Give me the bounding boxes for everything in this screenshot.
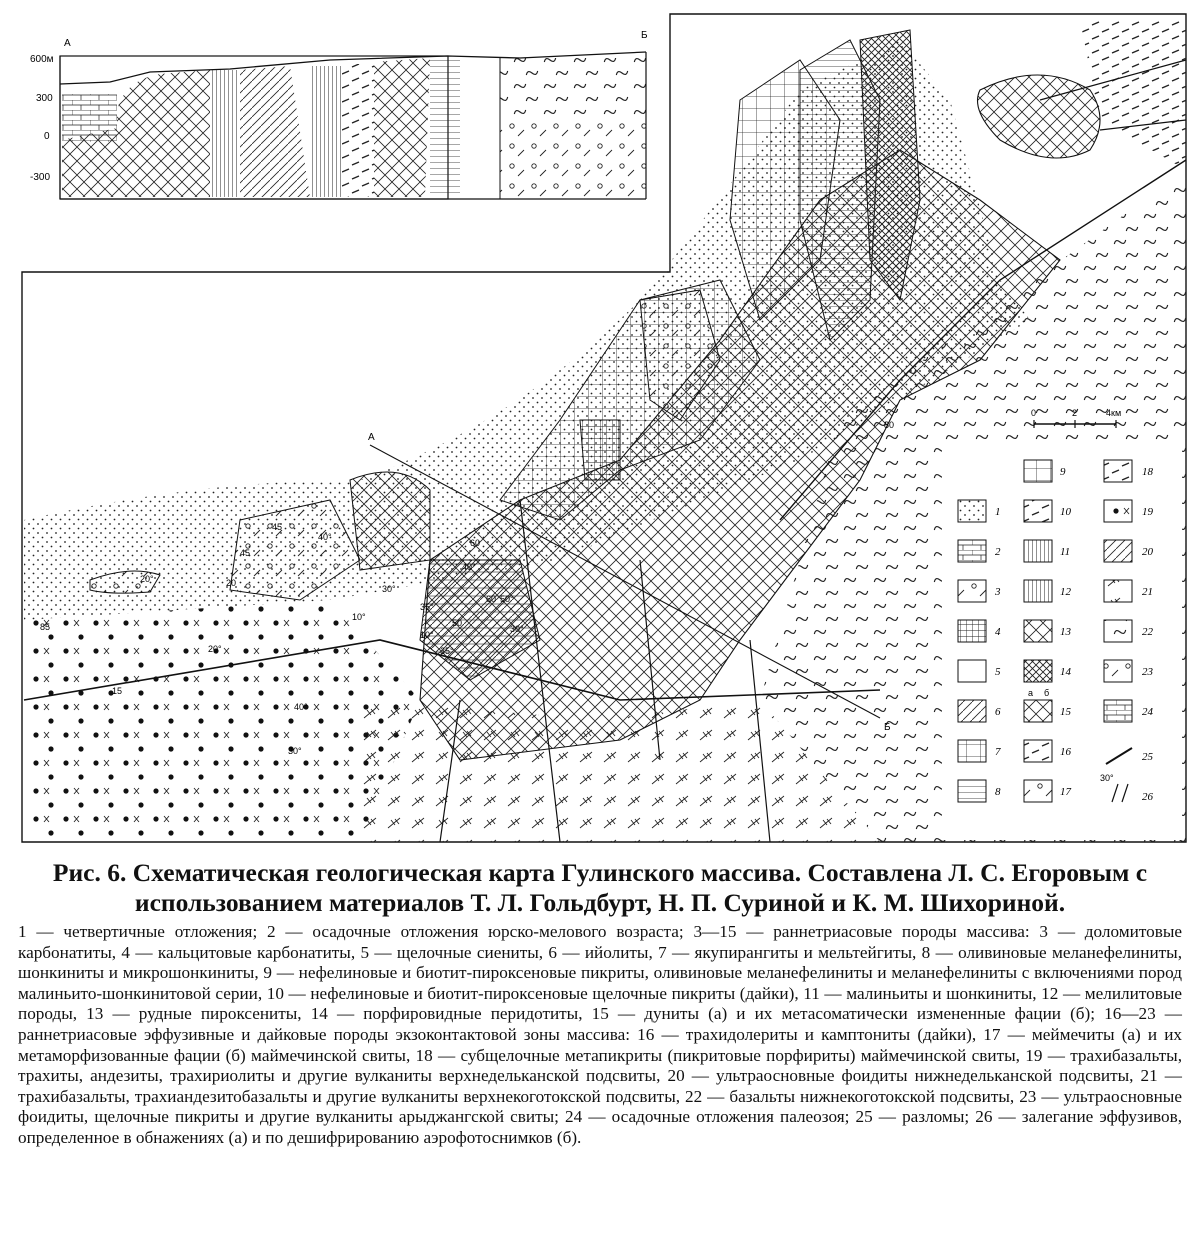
- dip-angle: 85: [40, 622, 51, 632]
- dip-angle: 35°: [440, 646, 454, 656]
- dip-angle: 80: [884, 420, 895, 430]
- legend-number: 20: [1142, 546, 1153, 558]
- legend-number: 5: [995, 666, 1001, 678]
- legend-number: 23: [1142, 666, 1153, 678]
- dip-angle: 10°: [352, 612, 366, 622]
- elevation-tick: 300: [36, 93, 53, 104]
- legend-number: 25: [1142, 751, 1153, 763]
- legend-number: 12: [1060, 586, 1071, 598]
- legend-number: 4: [995, 626, 1001, 638]
- dip-angle: 50°: [500, 594, 514, 604]
- dip-angle: 30°: [510, 624, 524, 634]
- legend-number: 7: [995, 746, 1001, 758]
- legend-number: 18: [1142, 466, 1153, 478]
- legend-number: 10: [1060, 506, 1071, 518]
- legend-number: 3: [995, 586, 1001, 598]
- legend-number: 15: [1060, 706, 1071, 718]
- legend-number: 17: [1060, 786, 1071, 798]
- dip-angle: 60: [486, 594, 497, 604]
- section-label-start: А: [368, 432, 375, 443]
- profile-label-start: А: [64, 38, 71, 49]
- legend-sub-b: б: [1044, 688, 1050, 698]
- legend-number: 13: [1060, 626, 1071, 638]
- legend-number: 1: [995, 506, 1001, 518]
- legend-number: 16: [1060, 746, 1071, 758]
- legend-number: 24: [1142, 706, 1153, 718]
- dip-angle: 45: [272, 522, 283, 532]
- dip-angle: 20°: [140, 574, 154, 584]
- legend-number: 21: [1142, 586, 1153, 598]
- dip-angle: 40°: [294, 702, 308, 712]
- dip-angle: 45: [240, 548, 251, 558]
- legend-number: 2: [995, 546, 1001, 558]
- legend-dip-example: 30°: [1100, 773, 1114, 783]
- dip-angle: 35°: [420, 602, 434, 612]
- dip-angle: 60: [470, 538, 481, 548]
- legend-number: 9: [1060, 466, 1066, 478]
- legend-number: 14: [1060, 666, 1071, 678]
- legend-number: 22: [1142, 626, 1153, 638]
- dip-angle: 40°: [462, 562, 476, 572]
- legend-number: 6: [995, 706, 1001, 718]
- dip-angle: 20: [226, 578, 237, 588]
- elevation-tick: -300: [30, 172, 51, 183]
- legend-number: 11: [1060, 546, 1071, 558]
- legend-number: 19: [1142, 506, 1153, 518]
- legend-number: 8: [995, 786, 1001, 798]
- dip-angle: 20°: [208, 644, 222, 654]
- legend-sub-a: а: [1028, 688, 1034, 698]
- section-label-end: Б: [884, 722, 891, 733]
- legend-middle-column: [1024, 460, 1072, 802]
- figure-caption-title: Рис. 6. Схематическая геологическая карта Гулинского массива. Составлена Л. С. Егоровым с использованием материалов Т. Л. Гольдбурт, Н. П. Суриной и К. М. Шихориной.: [52, 858, 1148, 917]
- elevation-tick: 0: [44, 131, 50, 142]
- profile-label-end: Б: [641, 30, 648, 41]
- figure-legend-explanation: 1 — четвертичные отложения; 2 — осадочные отложения юрско-мелового возраста; 3—15 — раннетриасовые породы массива: 3 — доломитовые карбонатиты, 4 — кальцитовые карбонатиты, 5 — щелочные сиениты, 6 — ийолиты, 7 — якупирангиты и мельтейгиты, 8 — оливиновые меланефелиниты, шонкиниты и микрошонкиниты, 9 — нефелиновые и биотит-пироксеновые пикриты, оливиновые меланефелиниты и меланефелиниты с включениями пород малиньито-шонкинитовой серии, 10 — нефелиновые и биотит-пироксеновые щелочные пикриты (дайки), 11 — малиньиты и шонкиниты, 12 — мелилитовые породы, 13 — рудные пироксениты, 14 — порфировидные перидотиты, 15 — дуниты (а) и их метасоматически измененные фации (б); 16—23 — раннетриасовые эффузивные и дайковые породы экзоконтактовой зоны массива: 16 — трахидолериты и камптониты (дайки), 17 — меймечиты (а) и их метаморфизованные фации (б) маймечинской свиты, 18 — субщелочные метапикриты (пикритовые порфириты) маймечинской свиты, 19 — трахибазальты, трахиты, андезиты, трахириолиты и другие вулканиты верхнедельканской подсвиты, 20 — ультраосновные фоидиты нижнедельканской подсвиты, 21 — трахибазальты, трахиандезитобазальты и другие вулканиты верхнекоготокской подсвиты, 22 — базальты нижнекоготокской подсвиты, 23 — ультраосновные фоидиты, щелочные пикриты и другие вулканиты арыджангской свиты; 24 — осадочные отложения палеозоя; 25 — разломы; 26 — залегание эффузивов, определенное в обнажениях (а) и по дешифрированию аэрофотоснимков (б).: [18, 922, 1182, 1147]
- elevation-tick: 600м: [30, 54, 54, 65]
- scale-tick: 0: [1031, 408, 1037, 418]
- dip-angle: 50: [452, 618, 463, 628]
- map-legend: [942, 408, 1182, 840]
- scale-tick: 4км: [1106, 408, 1122, 418]
- dip-angle: 30°: [288, 746, 302, 756]
- dip-angle: 15: [112, 686, 123, 696]
- dip-angle: 10°: [420, 630, 434, 640]
- dip-angle: 30°: [382, 584, 396, 594]
- dip-angle: 40°: [318, 532, 332, 542]
- legend-number: 26: [1142, 791, 1153, 803]
- scale-tick: 2: [1072, 408, 1078, 418]
- cross-section-profile: [30, 30, 648, 199]
